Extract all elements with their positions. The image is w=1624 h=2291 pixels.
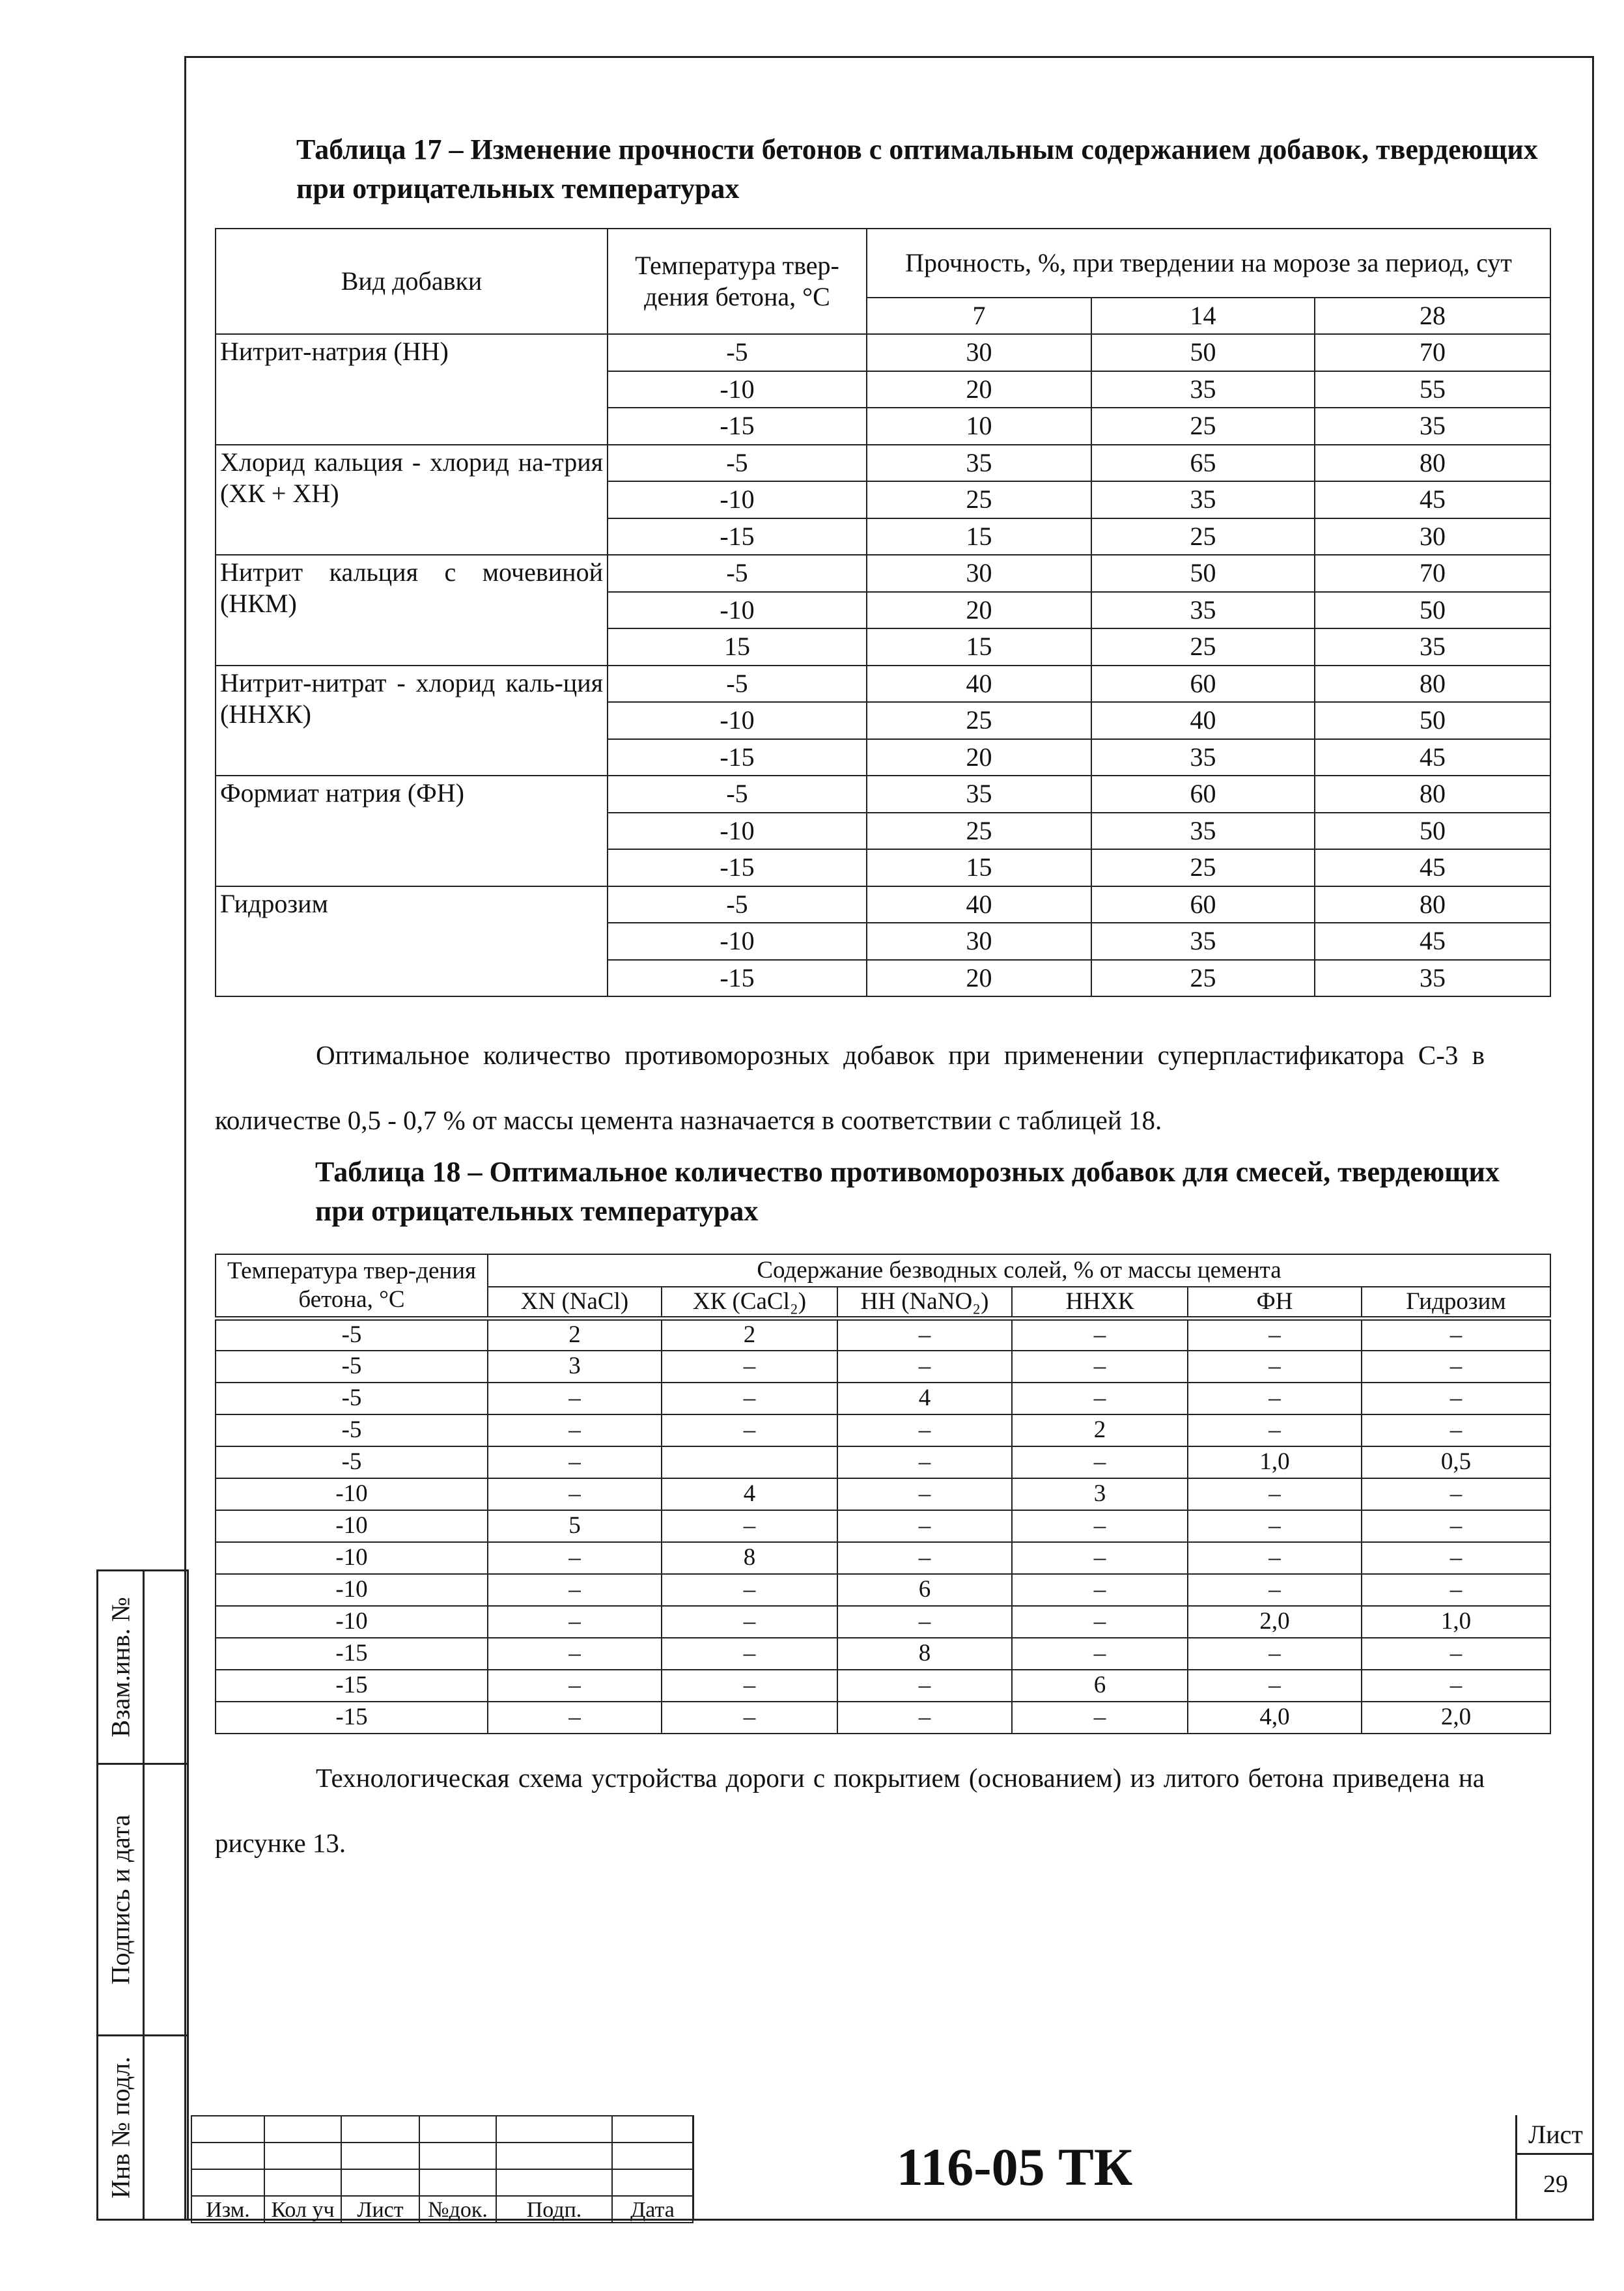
sheet-box [1515, 2115, 1594, 2221]
salt-content-cell: – [662, 1414, 837, 1446]
revision-cell [419, 2143, 496, 2169]
salt-content-cell: – [1012, 1702, 1188, 1734]
strength-cell: 35 [1091, 592, 1315, 629]
table-row [216, 334, 1550, 371]
temperature-cell: -15 [216, 1670, 488, 1702]
salt-content-cell: – [488, 1414, 662, 1446]
table-row [216, 1319, 1550, 1351]
salt-content-cell: 2 [488, 1319, 662, 1351]
strength-cell: 25 [867, 813, 1091, 850]
temperature-cell: 15 [608, 628, 867, 666]
title-block [191, 2115, 1594, 2221]
header-salt-column: ННХК [1012, 1287, 1188, 1319]
salt-content-cell: 4 [837, 1383, 1012, 1414]
salt-content-cell: – [837, 1414, 1012, 1446]
table-row [216, 1478, 1550, 1510]
revision-table [191, 2115, 693, 2223]
strength-cell: 20 [867, 960, 1091, 997]
strength-cell: 20 [867, 739, 1091, 776]
table18-title: Таблица 18 – Оптимальное количество противоморозных добавок для смесей, твердеющих при отрицательных температурах [315, 1156, 1500, 1227]
stamp-signature-date [96, 1763, 189, 2036]
sheet-number: 29 [1543, 2171, 1568, 2198]
table-row [216, 1702, 1550, 1734]
temperature-cell: -10 [608, 813, 867, 850]
additive-name: Формиат натрия (ФН) [216, 776, 608, 886]
revision-column-label: Изм. [191, 2196, 264, 2223]
salt-content-cell: – [662, 1638, 837, 1670]
table-row [216, 1383, 1550, 1414]
table-row [216, 1670, 1550, 1702]
revision-cell [264, 2116, 341, 2143]
salt-content-cell: – [1362, 1478, 1550, 1510]
strength-cell: 35 [1091, 371, 1315, 408]
salt-content-cell: – [488, 1670, 662, 1702]
temperature-cell: -10 [216, 1510, 488, 1542]
additive-name: Нитрит кальция с мочевиной (НКМ) [216, 555, 608, 666]
strength-cell: 45 [1315, 849, 1550, 886]
header-temperature: Температура твер-дения бетона, °C [216, 1254, 488, 1319]
salt-content-cell: – [1362, 1574, 1550, 1606]
strength-cell: 50 [1091, 334, 1315, 371]
salt-content-cell: – [837, 1510, 1012, 1542]
revision-cell [496, 2143, 612, 2169]
salt-content-cell: 2,0 [1188, 1606, 1362, 1638]
salt-content-cell: – [662, 1670, 837, 1702]
salt-content-cell: – [1188, 1574, 1362, 1606]
strength-cell: 40 [867, 666, 1091, 703]
revision-cell [419, 2169, 496, 2196]
strength-cell: 55 [1315, 371, 1550, 408]
salt-content-cell: – [1012, 1638, 1188, 1670]
header-period: 14 [1091, 298, 1315, 334]
salt-content-cell: 5 [488, 1510, 662, 1542]
temperature-cell: -5 [608, 666, 867, 703]
table-row [216, 1606, 1550, 1638]
revision-cell [341, 2116, 419, 2143]
salt-content-cell: – [1362, 1414, 1550, 1446]
strength-cell: 45 [1315, 923, 1550, 960]
additive-name: Гидрозим [216, 886, 608, 997]
salt-content-cell: – [1362, 1383, 1550, 1414]
temperature-cell: -5 [216, 1351, 488, 1383]
revision-cell [496, 2169, 612, 2196]
salt-content-cell: 1,0 [1188, 1446, 1362, 1478]
header-strength: Прочность, %, при твердении на морозе за период, сут [867, 229, 1550, 298]
salt-content-cell: – [662, 1702, 837, 1734]
salt-content-cell: 3 [1012, 1478, 1188, 1510]
salt-content-cell: – [1188, 1542, 1362, 1574]
salt-content-cell: – [837, 1606, 1012, 1638]
paragraph-1: Оптимальное количество противоморозных добавок при применении суперпластификатора С-3 в количестве 0,5 - 0,7 % от массы цемента назначается в соответствии с таблицей 18. [215, 1040, 1485, 1135]
strength-cell: 35 [1315, 628, 1550, 666]
table-row [216, 1638, 1550, 1670]
temperature-cell: -5 [608, 445, 867, 482]
temperature-cell: -10 [216, 1542, 488, 1574]
table-row [216, 555, 1550, 592]
salt-content-cell: – [837, 1351, 1012, 1383]
header-salt-column: Гидрозим [1362, 1287, 1550, 1319]
strength-cell: 60 [1091, 886, 1315, 923]
salt-content-cell [662, 1446, 837, 1478]
header-salt-column: ХК (CaCl₂) [662, 1287, 837, 1319]
revision-cell [419, 2116, 496, 2143]
strength-cell: 80 [1315, 445, 1550, 482]
strength-cell: 50 [1315, 592, 1550, 629]
salt-content-cell: – [837, 1446, 1012, 1478]
header-additive: Вид добавки [216, 229, 608, 334]
strength-cell: 15 [867, 849, 1091, 886]
header-salt-column: ФН [1188, 1287, 1362, 1319]
salt-content-cell: – [662, 1383, 837, 1414]
salt-content-cell: 6 [837, 1574, 1012, 1606]
strength-cell: 30 [867, 555, 1091, 592]
salt-content-cell: – [1362, 1319, 1550, 1351]
table-row [216, 1542, 1550, 1574]
revision-cell [191, 2169, 264, 2196]
temperature-cell: -10 [216, 1606, 488, 1638]
table-row [216, 1414, 1550, 1446]
temperature-cell: -5 [216, 1414, 488, 1446]
salt-content-cell: – [1012, 1606, 1188, 1638]
salt-content-cell: – [488, 1638, 662, 1670]
revision-cell [496, 2116, 612, 2143]
salt-content-cell: – [488, 1606, 662, 1638]
strength-cell: 60 [1091, 666, 1315, 703]
strength-cell: 35 [867, 445, 1091, 482]
strength-cell: 25 [1091, 960, 1315, 997]
salt-content-cell: 4,0 [1188, 1702, 1362, 1734]
temperature-cell: -15 [608, 960, 867, 997]
salt-content-cell: – [1012, 1351, 1188, 1383]
strength-cell: 35 [1091, 923, 1315, 960]
strength-cell: 50 [1315, 702, 1550, 739]
table-row [216, 666, 1550, 703]
salt-content-cell: – [837, 1478, 1012, 1510]
strength-cell: 15 [867, 628, 1091, 666]
salt-content-cell: – [837, 1670, 1012, 1702]
salt-content-cell: 2,0 [1362, 1702, 1550, 1734]
strength-cell: 35 [867, 776, 1091, 813]
table-row [216, 776, 1550, 813]
salt-content-cell: 4 [662, 1478, 837, 1510]
temperature-cell: -5 [216, 1383, 488, 1414]
sheet-label: Лист [1517, 2115, 1594, 2155]
strength-cell: 35 [1315, 408, 1550, 445]
salt-content-cell: – [662, 1351, 837, 1383]
temperature-cell: -5 [608, 886, 867, 923]
strength-cell: 20 [867, 592, 1091, 629]
revision-column-label: Подп. [496, 2196, 612, 2223]
temperature-cell: -5 [216, 1319, 488, 1351]
strength-cell: 80 [1315, 886, 1550, 923]
salt-content-cell: – [1188, 1319, 1362, 1351]
paragraph-2: Технологическая схема устройства дороги с покрытием (основанием) из литого бетона приведена на рисунке 13. [215, 1763, 1485, 1858]
table-row [216, 1351, 1550, 1383]
additive-name: Нитрит-натрия (НН) [216, 334, 608, 445]
header-content: Содержание безводных солей, % от массы цемента [488, 1254, 1550, 1287]
document-code: 116-05 ТК [896, 2137, 1133, 2197]
salt-content-cell: – [1188, 1638, 1362, 1670]
stamp-label: Подпись и дата [105, 1814, 135, 1985]
salt-content-cell: 8 [837, 1638, 1012, 1670]
header-period: 7 [867, 298, 1091, 334]
temperature-cell: -10 [608, 923, 867, 960]
salt-content-cell: 1,0 [1362, 1606, 1550, 1638]
temperature-cell: -10 [216, 1478, 488, 1510]
salt-content-cell: – [1362, 1638, 1550, 1670]
revision-cell [612, 2169, 693, 2196]
salt-content-cell: 8 [662, 1542, 837, 1574]
table-row [216, 1510, 1550, 1542]
strength-cell: 35 [1091, 813, 1315, 850]
salt-content-cell: – [1188, 1478, 1362, 1510]
salt-content-cell: – [1188, 1414, 1362, 1446]
temperature-cell: -15 [608, 408, 867, 445]
salt-content-cell: – [1188, 1351, 1362, 1383]
salt-content-cell: – [662, 1574, 837, 1606]
table-row [216, 1574, 1550, 1606]
temperature-cell: -10 [608, 371, 867, 408]
stamp-replaced-inv [96, 1569, 189, 1765]
salt-content-cell: – [488, 1574, 662, 1606]
strength-cell: 45 [1315, 481, 1550, 518]
strength-cell: 70 [1315, 334, 1550, 371]
strength-cell: 30 [867, 334, 1091, 371]
strength-cell: 25 [867, 481, 1091, 518]
additive-name: Хлорид кальция - хлорид на-трия (ХК + ХН) [216, 445, 608, 555]
salt-content-cell: – [837, 1542, 1012, 1574]
header-salt-column: ХN (NaCl) [488, 1287, 662, 1319]
salt-content-cell: – [488, 1383, 662, 1414]
temperature-cell: -15 [216, 1638, 488, 1670]
salt-content-cell: – [1012, 1446, 1188, 1478]
strength-cell: 30 [867, 923, 1091, 960]
salt-content-cell: 0,5 [1362, 1446, 1550, 1478]
revision-cell [341, 2143, 419, 2169]
strength-cell: 80 [1315, 666, 1550, 703]
revision-cell [264, 2169, 341, 2196]
strength-cell: 50 [1315, 813, 1550, 850]
table-row [216, 445, 1550, 482]
salt-content-cell: – [1188, 1510, 1362, 1542]
temperature-cell: -15 [608, 518, 867, 555]
salt-content-cell: 3 [488, 1351, 662, 1383]
strength-cell: 35 [1315, 960, 1550, 997]
strength-cell: 25 [867, 702, 1091, 739]
revision-cell [612, 2116, 693, 2143]
strength-cell: 40 [1091, 702, 1315, 739]
salt-content-cell: – [1362, 1351, 1550, 1383]
strength-cell: 10 [867, 408, 1091, 445]
strength-cell: 50 [1091, 555, 1315, 592]
strength-cell: 25 [1091, 849, 1315, 886]
revision-cell [264, 2143, 341, 2169]
salt-content-cell: – [488, 1478, 662, 1510]
table18 [215, 1254, 1551, 1734]
salt-content-cell: – [1362, 1670, 1550, 1702]
strength-cell: 45 [1315, 739, 1550, 776]
temperature-cell: -15 [216, 1702, 488, 1734]
header-temperature: Температура твер-дения бетона, °C [608, 229, 867, 334]
strength-cell: 40 [867, 886, 1091, 923]
stamp-label: Инв № подл. [105, 2057, 135, 2199]
table-row [216, 1446, 1550, 1478]
stamp-label: Взам.инв. № [105, 1597, 135, 1737]
additive-name: Нитрит-нитрат - хлорид каль-ция (ННХК) [216, 666, 608, 776]
salt-content-cell: 6 [1012, 1670, 1188, 1702]
strength-cell: 20 [867, 371, 1091, 408]
salt-content-cell: – [488, 1446, 662, 1478]
revision-column-label: Дата [612, 2196, 693, 2223]
strength-cell: 15 [867, 518, 1091, 555]
strength-cell: 25 [1091, 408, 1315, 445]
strength-cell: 30 [1315, 518, 1550, 555]
strength-cell: 70 [1315, 555, 1550, 592]
revision-cell [612, 2143, 693, 2169]
temperature-cell: -5 [608, 334, 867, 371]
salt-content-cell: – [837, 1702, 1012, 1734]
temperature-cell: -10 [608, 481, 867, 518]
strength-cell: 65 [1091, 445, 1315, 482]
strength-cell: 25 [1091, 628, 1315, 666]
header-salt-column: НН (NaNO₂) [837, 1287, 1012, 1319]
revision-column-label: №док. [419, 2196, 496, 2223]
salt-content-cell: – [1188, 1670, 1362, 1702]
salt-content-cell: – [1012, 1574, 1188, 1606]
revision-cell [341, 2169, 419, 2196]
strength-cell: 35 [1091, 739, 1315, 776]
salt-content-cell: – [662, 1606, 837, 1638]
table-row [216, 886, 1550, 923]
salt-content-cell: – [837, 1319, 1012, 1351]
strength-cell: 25 [1091, 518, 1315, 555]
temperature-cell: -15 [608, 739, 867, 776]
revision-column-label: Лист [341, 2196, 419, 2223]
strength-cell: 80 [1315, 776, 1550, 813]
salt-content-cell: – [488, 1542, 662, 1574]
salt-content-cell: – [1362, 1510, 1550, 1542]
salt-content-cell: – [1012, 1319, 1188, 1351]
salt-content-cell: – [1188, 1383, 1362, 1414]
salt-content-cell: – [662, 1510, 837, 1542]
strength-cell: 60 [1091, 776, 1315, 813]
salt-content-cell: – [1362, 1542, 1550, 1574]
revision-column-label: Кол уч [264, 2196, 341, 2223]
salt-content-cell: – [1012, 1542, 1188, 1574]
temperature-cell: -5 [216, 1446, 488, 1478]
strength-cell: 35 [1091, 481, 1315, 518]
salt-content-cell: 2 [1012, 1414, 1188, 1446]
salt-content-cell: – [1012, 1383, 1188, 1414]
temperature-cell: -10 [608, 702, 867, 739]
salt-content-cell: – [488, 1702, 662, 1734]
revision-cell [191, 2143, 264, 2169]
temperature-cell: -5 [608, 776, 867, 813]
temperature-cell: -10 [608, 592, 867, 629]
table17-title: Таблица 17 – Изменение прочности бетонов с оптимальным содержанием добавок, твердеющих при отрицательных температурах [296, 134, 1538, 204]
salt-content-cell: – [1012, 1510, 1188, 1542]
salt-content-cell: 2 [662, 1319, 837, 1351]
table17 [215, 228, 1551, 997]
temperature-cell: -5 [608, 555, 867, 592]
header-period: 28 [1315, 298, 1550, 334]
temperature-cell: -10 [216, 1574, 488, 1606]
temperature-cell: -15 [608, 849, 867, 886]
revision-cell [191, 2116, 264, 2143]
stamp-inv-original [96, 2034, 189, 2221]
